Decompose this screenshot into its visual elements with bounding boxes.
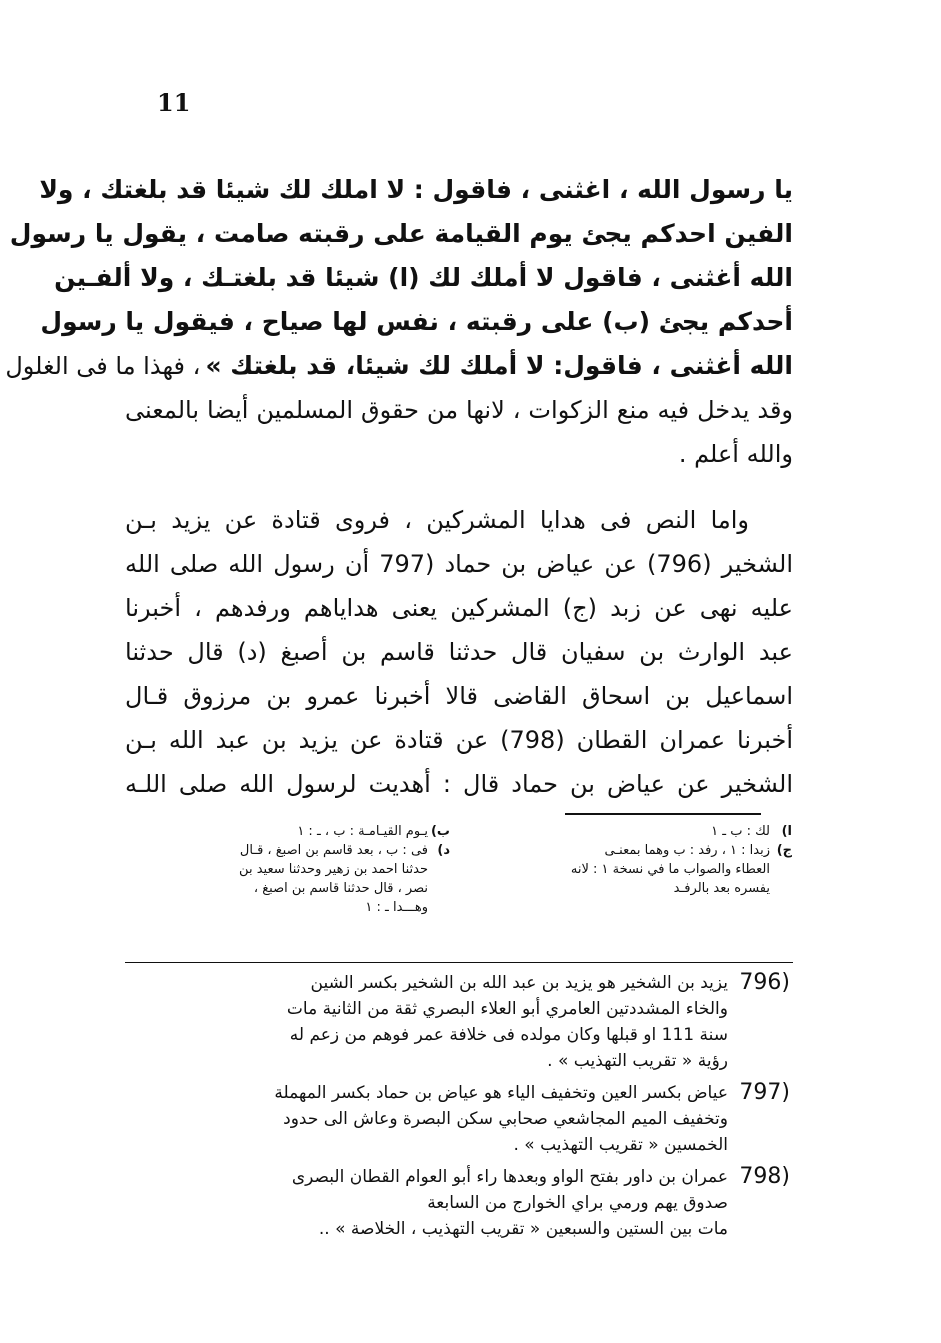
variant-mark: ب) [430, 824, 450, 839]
variant-mark: د) [437, 843, 450, 858]
variant-note [462, 841, 792, 898]
footnote-number: 796) [739, 970, 790, 995]
footnote-divider [565, 813, 761, 815]
text-line: عليه نهى عن زبد (ج) المشركين يعنى هداياهم ورفدهم ، أخبرنا [125, 594, 793, 622]
text-line-mixed [5, 344, 793, 388]
variant-text: لك : ب ـ ١ [711, 824, 770, 839]
bold-quote-end: الله أغثنى ، فاقول: لا أملك لك شيئا، قد بلغتك » [205, 351, 793, 380]
variant-mark: ا) [781, 824, 792, 839]
footnote-number: 798) [739, 1164, 790, 1189]
footnote-line: سنة 111 او قبلها وكان مولده فى خلافة عمر فوهم من زعم له [289, 1025, 728, 1045]
footnote-line: عمران بن داور بفتح الواو وبعدها راء أبو العوام القطان البصرى [291, 1167, 728, 1187]
footnote-number: 797) [739, 1080, 790, 1105]
variant-mark: ج) [776, 843, 792, 858]
footnote-797 [118, 1080, 790, 1158]
footnote-line: عياض بكسر العين وتخفيف الياء هو عياض بن حماد بكسر المهملة [274, 1083, 728, 1103]
footnote-796 [118, 970, 790, 1074]
variant-note [118, 822, 450, 841]
footnote-line: صدوق يهم ورمي براي الخوارج من السابعة [427, 1193, 728, 1213]
footnote-line: الخمسين « تقريب التهذيب » . [513, 1135, 728, 1155]
footnote-text [118, 1080, 728, 1158]
variant-note [462, 822, 792, 841]
footnotes [118, 970, 790, 1248]
variant-notes-right [462, 822, 792, 898]
footnote-text [118, 1164, 728, 1242]
text-line: واما النص فى هدايا المشركين ، فروى قتادة عن يزيد بـن [125, 506, 749, 534]
footnote-line: رؤية « تقريب التهذيب » . [547, 1051, 728, 1071]
footnote-line: وتخفيف الميم المجاشعي صحابي سكن البصرة وعاش الى حدود [283, 1109, 728, 1129]
text-line: والله أعلم . [678, 440, 793, 468]
footnote-text [118, 970, 728, 1074]
line-tail: ، فهذا ما فى الغلول [5, 352, 201, 380]
variant-note [118, 841, 450, 917]
footnote-line: مات بين الستين والسبعين « تقريب التهذيب ، الخلاصة » .. [318, 1219, 728, 1239]
text-line: عبد الوارث بن سفيان قال حدثنا قاسم بن أصبغ (د) قال حدثنا [125, 638, 793, 666]
text-line: أخبرنا عمران القطان (798) عن قتادة عن يزيد بن عبد الله بـن [125, 726, 793, 754]
text-line: وقد يدخل فيه منع الزكوات ، لانها من حقوق المسلمين أيضا بالمعنى [125, 396, 793, 424]
text-line: الفين احدكم يجئ يوم القيامة على رقبته صامت ، يقول يا رسول [9, 219, 793, 248]
variant-text: يـوم القيـامـة : ب ، ـ : ١ [297, 824, 428, 839]
main-text [5, 168, 794, 806]
footnote-rule [125, 962, 793, 963]
text-line: أحدكم يجئ (ب) على رقبته ، نفس لها صياح ، فيقول يا رسول [40, 307, 793, 336]
text-line: يا رسول الله ، اغثنى ، فاقول : لا املك لك شيئا قد بلغتك ، ولا [39, 175, 793, 204]
page-number: 11 [157, 88, 191, 117]
text-line: الله أغثنى ، فاقول لا أملك لك (ا) شيئا قد بلغتـك ، ولا ألفـين [54, 263, 793, 292]
footnote-line: يزيد بن الشخير هو يزيد بن عبد الله بن الشخير بكسر الشين [310, 973, 728, 993]
text-line: الشخير (796) عن عياض بن حماد (797 أن رسول الله صلى الله [125, 550, 794, 578]
text-line: اسماعيل بن اسحاق القاضى قالا أخبرنا عمرو بن مرزوق قـال [125, 682, 793, 710]
variant-text: زبدا : ١ ، رفد : ب وهما بمعنـى العطاء والصواب ما في نسخة ١ : لانه يفسره بعد بالرفـد [570, 843, 770, 896]
variant-text: فى : ب ، بعد قاسم بن اصبغ ، قـال حدثنا احمد بن زهير وحدثنا سعيد بن نصر ، قال حدثنا قاسم بن اصبغ ، وهـــدا ـ : ١ [239, 843, 428, 915]
footnote-798 [118, 1164, 790, 1242]
footnote-line: والخاء المشددتين العامري أبو العلاء البصري ثقة من الثانية مات [286, 999, 728, 1019]
variant-notes-left [118, 822, 450, 917]
text-line: الشخير عن عياض بن حماد قال : أهديت لرسول الله صلى اللـه [125, 770, 793, 798]
